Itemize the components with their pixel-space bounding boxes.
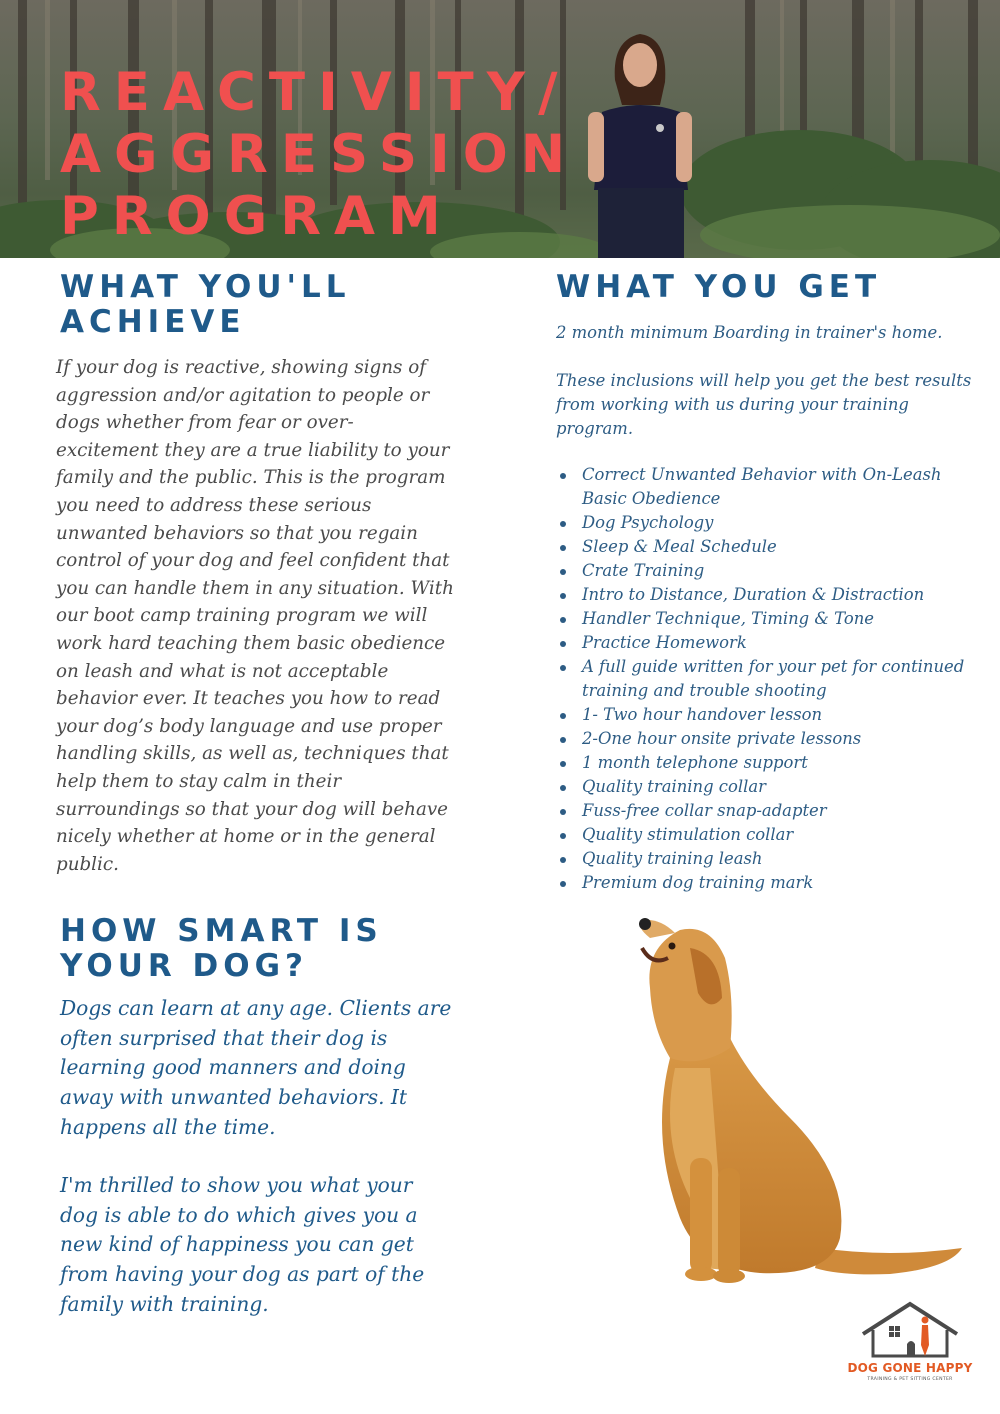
list-item: Crate Training [582, 559, 976, 583]
get-paragraph: These inclusions will help you get the best results from working with us during your training program. [556, 371, 972, 438]
trainer-figure [588, 34, 692, 258]
heading-line: WHAT YOU'LL [60, 269, 351, 305]
list-item: Quality stimulation collar [582, 823, 976, 847]
list-item: Dog Psychology [582, 511, 976, 535]
list-item: Sleep & Meal Schedule [582, 535, 976, 559]
smart-paragraph: Dogs can learn at any age. Clients are often surprised that their dog is learning good manners and doing away with unwanted behaviors. It happens all the time. [60, 996, 452, 1139]
logo-name: DOG GONE HAPPY [847, 1361, 973, 1375]
title-line: AGGRESSION [60, 124, 579, 185]
get-heading: WHAT YOU GET [556, 269, 882, 305]
program-title [60, 62, 578, 248]
list-item: Fuss-free collar snap-adapter [582, 799, 976, 823]
inclusions-list [556, 463, 976, 895]
list-item: 1- Two hour handover lesson [582, 703, 976, 727]
left-column [56, 270, 456, 1319]
heading-line: ACHIEVE [60, 304, 246, 340]
logo-tagline: TRAINING & PET SITTING CENTER [867, 1377, 953, 1382]
right-column [556, 270, 976, 895]
list-item: Quality training collar [582, 775, 976, 799]
list-item: Practice Homework [582, 631, 976, 655]
achieve-body: If your dog is reactive, showing signs of aggression and/or agitation to people or dogs whether from fear or over-excitement they are a true liability to your family and the public. This is the program you need to address these serious unwanted behaviors so that you regain control of your dog and feel confident that you can handle them in any situation. With our boot camp training program we will work hard teaching them basic obedience on leash and what is not acceptable behavior ever. It teaches you how to read your dog’s body language and use proper handling skills, as well as, techniques that help them to stay calm in their surroundings so that your dog will behave nicely whether at home or in the general public. [56, 357, 454, 875]
dog-gone-happy-logo [845, 1300, 975, 1400]
list-item: 1 month telephone support [582, 751, 976, 775]
smart-paragraph: I'm thrilled to show you what your dog is able to do which gives you a new kind of happiness you can get from having your dog as part of the family with training. [60, 1173, 425, 1316]
achieve-heading [60, 270, 456, 340]
list-item: A full guide written for your pet for continued training and trouble shooting [582, 655, 976, 703]
list-item: Premium dog training mark [582, 871, 976, 895]
house-logo-icon [845, 1300, 975, 1362]
list-item: Intro to Distance, Duration & Distraction [582, 583, 976, 607]
list-item: 2-One hour onsite private lessons [582, 727, 976, 751]
list-item: Handler Technique, Timing & Tone [582, 607, 976, 631]
heading-line: YOUR DOG? [60, 948, 309, 985]
title-line: PROGRAM [60, 186, 454, 247]
get-paragraph: 2 month minimum Boarding in trainer's home. [556, 323, 943, 342]
heading-line: HOW SMART IS [60, 913, 383, 950]
list-item: Correct Unwanted Behavior with On-Leash Basic Obedience [582, 463, 976, 511]
golden-retriever-image [590, 918, 970, 1298]
list-item: Quality training leash [582, 847, 976, 871]
hero-banner [0, 0, 1000, 258]
smart-heading [60, 914, 456, 984]
title-line: REACTIVITY/ [60, 62, 571, 123]
